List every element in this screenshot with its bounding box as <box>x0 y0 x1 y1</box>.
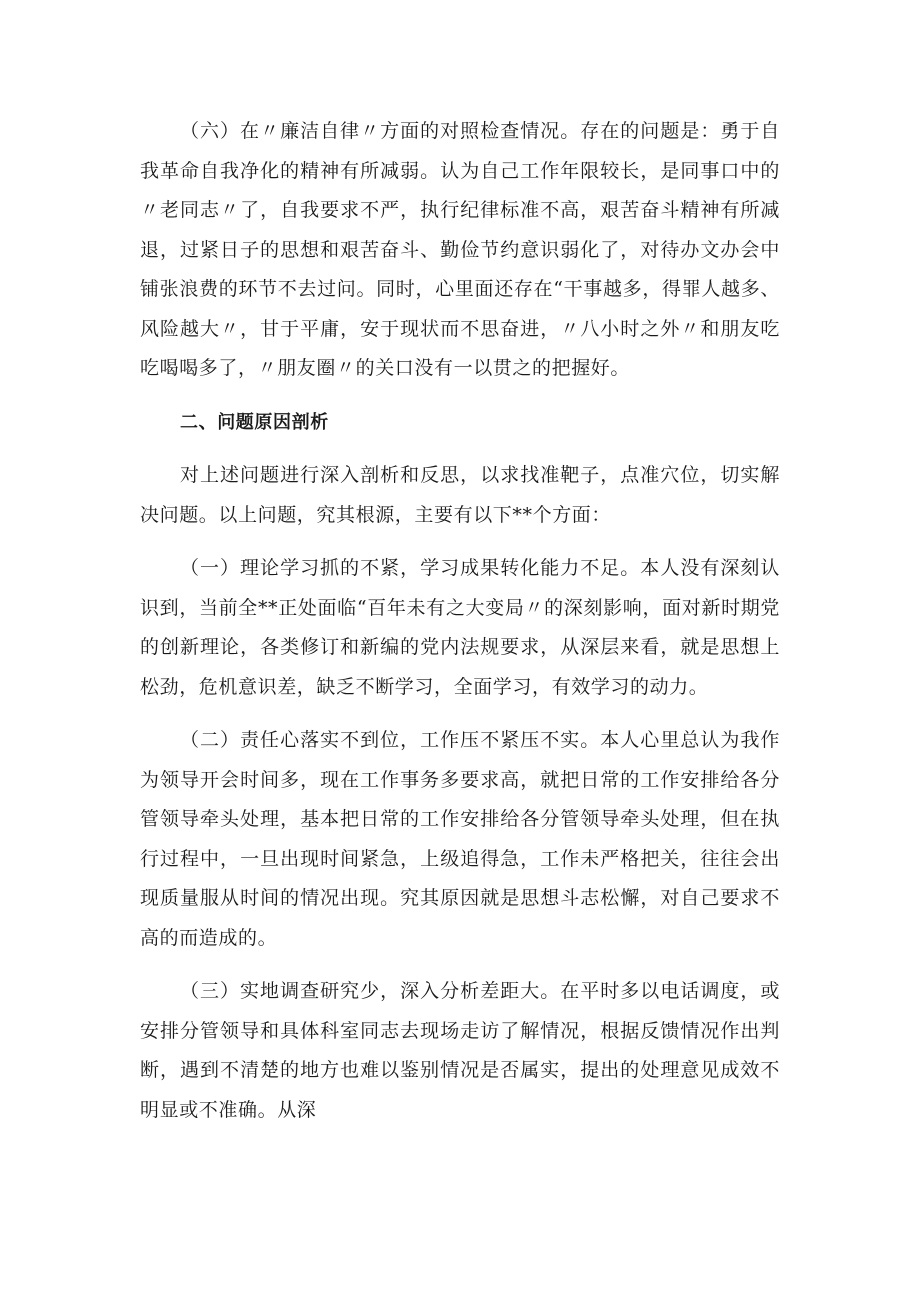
section-heading-cause-analysis: 二、问题原因剖析 <box>180 411 329 433</box>
document-body <box>140 112 780 1144</box>
paragraph-cause-responsibility: （二）责任心落实不到位，工作压不紧压不实。本人心里总认为我作为领导开会时间多，现在工作事务多要求高，就把日常的工作安排给各分管领导牵头处理，基本把日常的工作安排给各分管领导牵头处理，但在执行过程中，一旦出现时间紧急，上级追得急，工作未严格把关，往往会出现质量服从时间的情况出现。究其原因就是思想斗志松懈，对自己要求不高的而造成的。 <box>140 729 780 949</box>
paragraph-cause-theory-study: （一）理论学习抓的不紧，学习成果转化能力不足。本人没有深刻认识到，当前全**正处面临“百年未有之大变局〃的深刻影响，面对新时期党的创新理论，各类修订和新编的党内法规要求，从深层来看，就是思想上松劲，危机意识差，缺乏不断学习，全面学习，有效学习的动力。 <box>140 557 780 698</box>
paragraph-cause-field-research: （三）实地调查研究少，深入分析差距大。在平时多以电话调度，或安排分管领导和具体科室同志去现场走访了解情况，根据反馈情况作出判断，遇到不清楚的地方也难以鉴别情况是否属实，提出的处理意见成效不明显或不准确。从深 <box>140 980 780 1121</box>
paragraph-self-discipline: （六）在〃廉洁自律〃方面的对照检查情况。存在的问题是：勇于自我革命自我净化的精神有所减弱。认为自己工作年限较长，是同事口中的〃老同志〃了，自我要求不严，执行纪律标准不高，艰苦奋斗精神有所减退，过紧日子的思想和艰苦奋斗、勤俭节约意识弱化了，对待办文办会中铺张浪费的环节不去过问。同时，心里面还存在“干事越多，得罪人越多、风险越大〃，甘于平庸，安于现状而不思奋进，〃八小时之外〃和朋友吃吃喝喝多了，〃朋友圈〃的关口没有一以贯之的把握好。 <box>140 120 780 379</box>
paragraph-analysis-intro: 对上述问题进行深入剖析和反思，以求找准靶子，点准穴位，切实解决问题。以上问题，究其根源，主要有以下**个方面： <box>140 464 780 526</box>
